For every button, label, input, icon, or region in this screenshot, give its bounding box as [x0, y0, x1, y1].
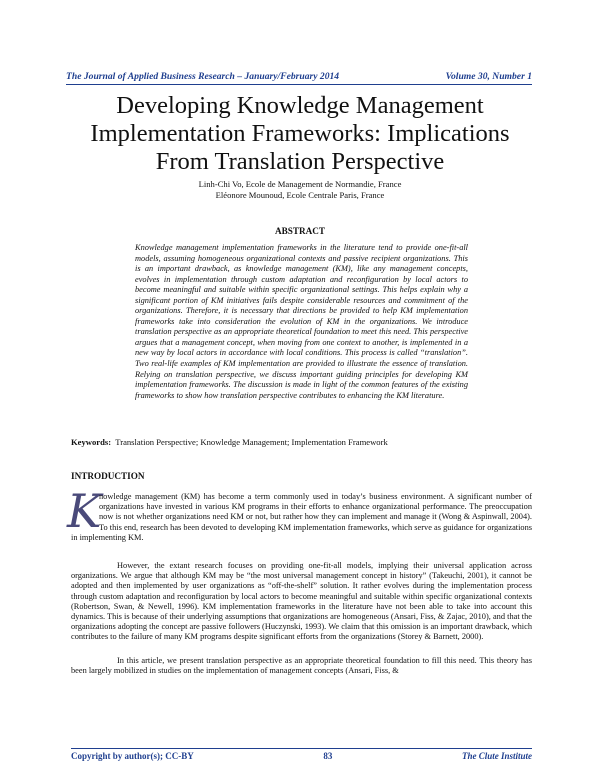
- journal-name: The Journal of Applied Business Research – January/February 2014: [66, 71, 340, 82]
- paragraph-text: nowledge management (KM) has become a term commonly used in today’s business environment. A significant number of organizations have invested in various KM programs in their efforts to enhance organizational performance. The preoccupation now is not whether organizations need KM or not, but rather how they can implement and manage it (Wong & Aspinwall, 2004). To this end, research has been devoted to developing KM implementation frameworks, which serve as guidance for organizations in implementing KM.: [71, 492, 532, 542]
- author-line: Eléonore Mounoud, Ecole Centrale Paris, France: [215, 190, 385, 200]
- paragraph: However, the extant research focuses on providing one-fit-all models, implying their universal application across organizations. We argue that although KM may be “the most universal management concept in history” (Takeuchi, 2001), it cannot be adopted and then implemented by user organizations as “off-the-shelf” solution. It rather evolves during the implementation process through custom adaptation and reconfiguration by local actors to become meaningful and suitable within specific organizational contexts (Robertson, Swan, & Newell, 1996). KM implementation frameworks in the literature have not been able to take into account this dynamics. This is because of their underlying assumptions that organizations are homogeneous (Ansari, Fiss, & Zajac, 2010), and that the organizations adopting the concept are passive followers (Huczynski, 1993). We claim that this omission is an important drawback, which contributes to the failure of many KM programs despite significant efforts from the organizations (Storey & Barnett, 2000).: [71, 561, 532, 642]
- keywords: [71, 437, 534, 447]
- article-title: [60, 92, 540, 176]
- copyright: Copyright by author(s); CC-BY: [71, 751, 194, 761]
- abstract-text: Knowledge management implementation frameworks in the literature tend to provide one-fit-all models, assuming homogeneous organizational contexts and passive recipient organizations. This is an important drawback, as knowledge management (KM), like any management concepts, evolves in implementation through custom adaptation and reconfiguration by local actors to become meaningful and suitable within specific organizational settings. This helps explain why a significant portion of KM initiatives fails despite considerable resources and commitment of the organizations. Therefore, it is necessary that directions be provided to help KM implementation frameworks take into consideration the evolution of KM in the organizations. We introduce translation perspective as an appropriate theoretical foundation to meet this need. This perspective argues that a management concept, when moving from one context to another, is implemented in a new way by local actors in accordance with local conditions. This process is called “translation”. Two real-life examples of KM implementation are provided to illustrate the essence of translation. Relying on translation perspective, we discuss important guiding principles for developing KM implementation frameworks. The discussion is made in light of the common features of the existing frameworks to show how translation perspective contributes to enhancing the KM literature.: [135, 243, 468, 400]
- title-line: Implementation Frameworks: Implications: [90, 120, 510, 147]
- keywords-label: Keywords:: [71, 437, 112, 447]
- running-header: [66, 71, 532, 85]
- running-footer: [71, 748, 532, 761]
- dropcap-letter: K: [67, 484, 102, 538]
- publisher: The Clute Institute: [461, 751, 532, 761]
- title-line: From Translation Perspective: [155, 148, 445, 175]
- page-number: 83: [323, 751, 333, 761]
- section-heading-introduction: INTRODUCTION: [71, 471, 145, 481]
- volume-number: Volume 30, Number 1: [445, 71, 532, 82]
- abstract-heading: ABSTRACT: [274, 226, 326, 236]
- author-line: Linh-Chi Vo, Ecole de Management de Normandie, France: [198, 179, 402, 189]
- paragraph: [67, 484, 532, 543]
- paragraph: In this article, we present translation perspective as an appropriate theoretical foundation to fill this need. This theory has been largely mobilized in studies on the implementation of management concepts (Ansari, Fiss, &: [71, 656, 532, 676]
- authors: [60, 179, 540, 201]
- keywords-text: Translation Perspective; Knowledge Management; Implementation Framework: [115, 437, 388, 447]
- title-line: Developing Knowledge Management: [116, 92, 484, 119]
